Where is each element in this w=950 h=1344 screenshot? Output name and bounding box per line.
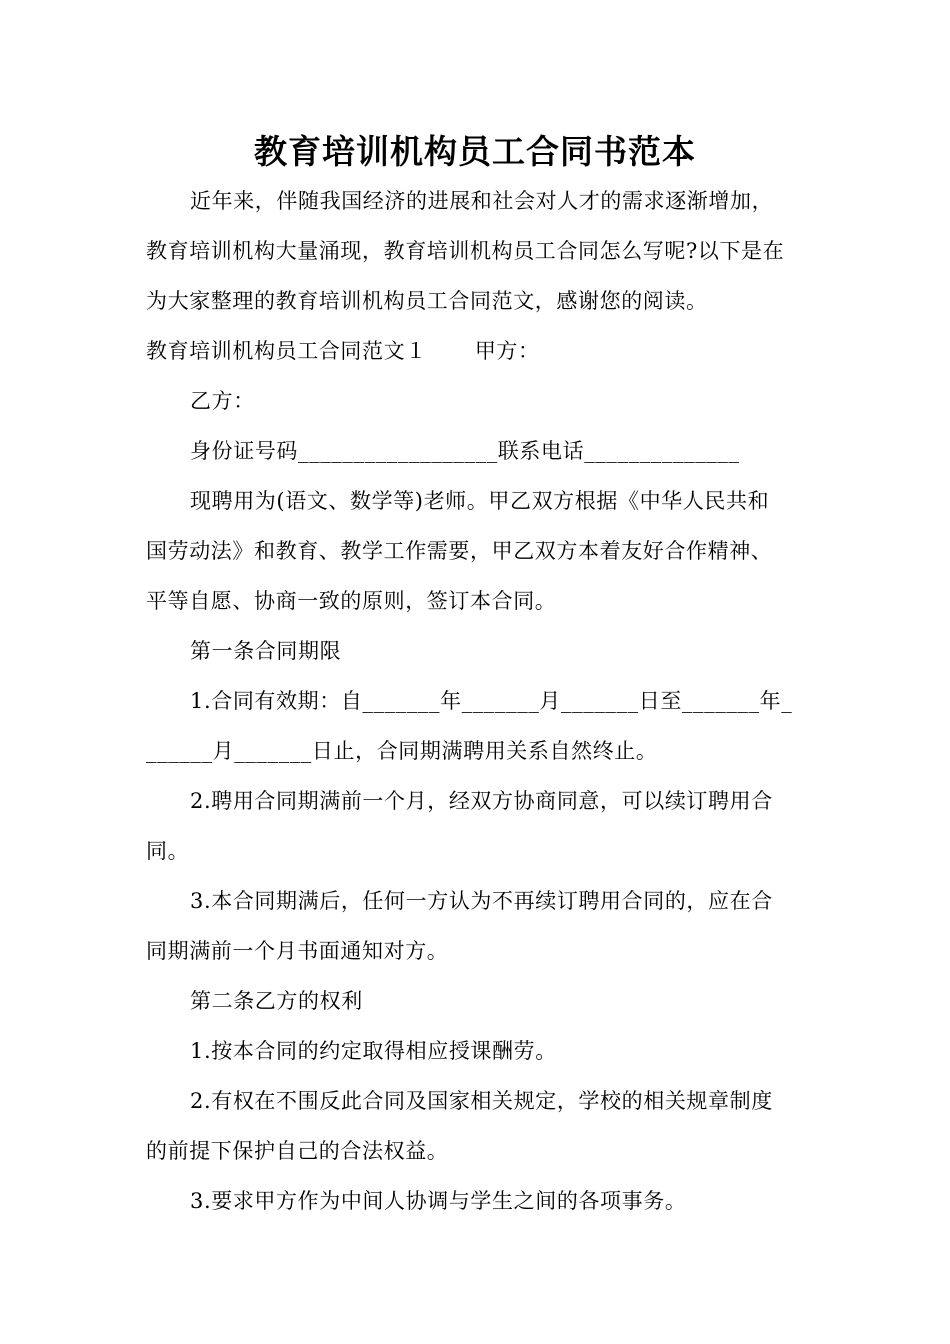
paragraph-line: 的前提下保护自己的合法权益。 (146, 1139, 449, 1163)
paragraph-line: 现聘用为(语文、数学等)老师。甲乙双方根据《中华人民共和 (190, 489, 770, 513)
paragraph-line: 同。 (146, 839, 190, 863)
party-b-label: 乙方： (190, 389, 255, 413)
sample-heading: 教育培训机构员工合同范文１ (146, 339, 427, 363)
paragraph-line: 为大家整理的教育培训机构员工合同范文，感谢您的阅读。 (146, 289, 708, 313)
paragraph-line: 平等自愿、协商一致的原则，签订本合同。 (146, 589, 557, 613)
section-heading-line (146, 336, 540, 366)
paragraph-line: 同期满前一个月书面通知对方。 (146, 939, 449, 963)
paragraph-line: 国劳动法》和教育、教学工作需要，甲乙双方本着友好合作精神、 (146, 539, 773, 563)
paragraph-line: 2.有权在不围反此合同及国家相关规定，学校的相关规章制度 (190, 1089, 773, 1113)
paragraph-line: 近年来，伴随我国经济的进展和社会对人才的需求逐渐增加， (190, 189, 774, 213)
paragraph-line: 1.合同有效期：自_______年_______月_______日至_______年_ (190, 689, 793, 713)
paragraph-line: 1.按本合同的约定取得相应授课酬劳。 (190, 1039, 557, 1063)
article-heading: 第二条乙方的权利 (190, 989, 363, 1013)
paragraph-line: 教育培训机构大量涌现，教育培训机构员工合同怎么写呢?以下是在 (146, 239, 785, 263)
paragraph-line: 3.要求甲方作为中间人协调与学生之间的各项事务。 (190, 1189, 687, 1213)
party-a-label: 甲方： (474, 339, 540, 363)
document-title: 教育培训机构员工合同书范本 (254, 132, 696, 171)
id-phone-line: 身份证号码__________________联系电话______________ (190, 439, 740, 463)
paragraph-line: ______月_______日止，合同期满聘用关系自然终止。 (146, 739, 658, 763)
paragraph-line: 2.聘用合同期满前一个月，经双方协商同意，可以续订聘用合 (190, 789, 773, 813)
article-heading: 第一条合同期限 (190, 639, 342, 663)
paragraph-line: 3.本合同期满后，任何一方认为不再续订聘用合同的，应在合 (190, 889, 773, 913)
